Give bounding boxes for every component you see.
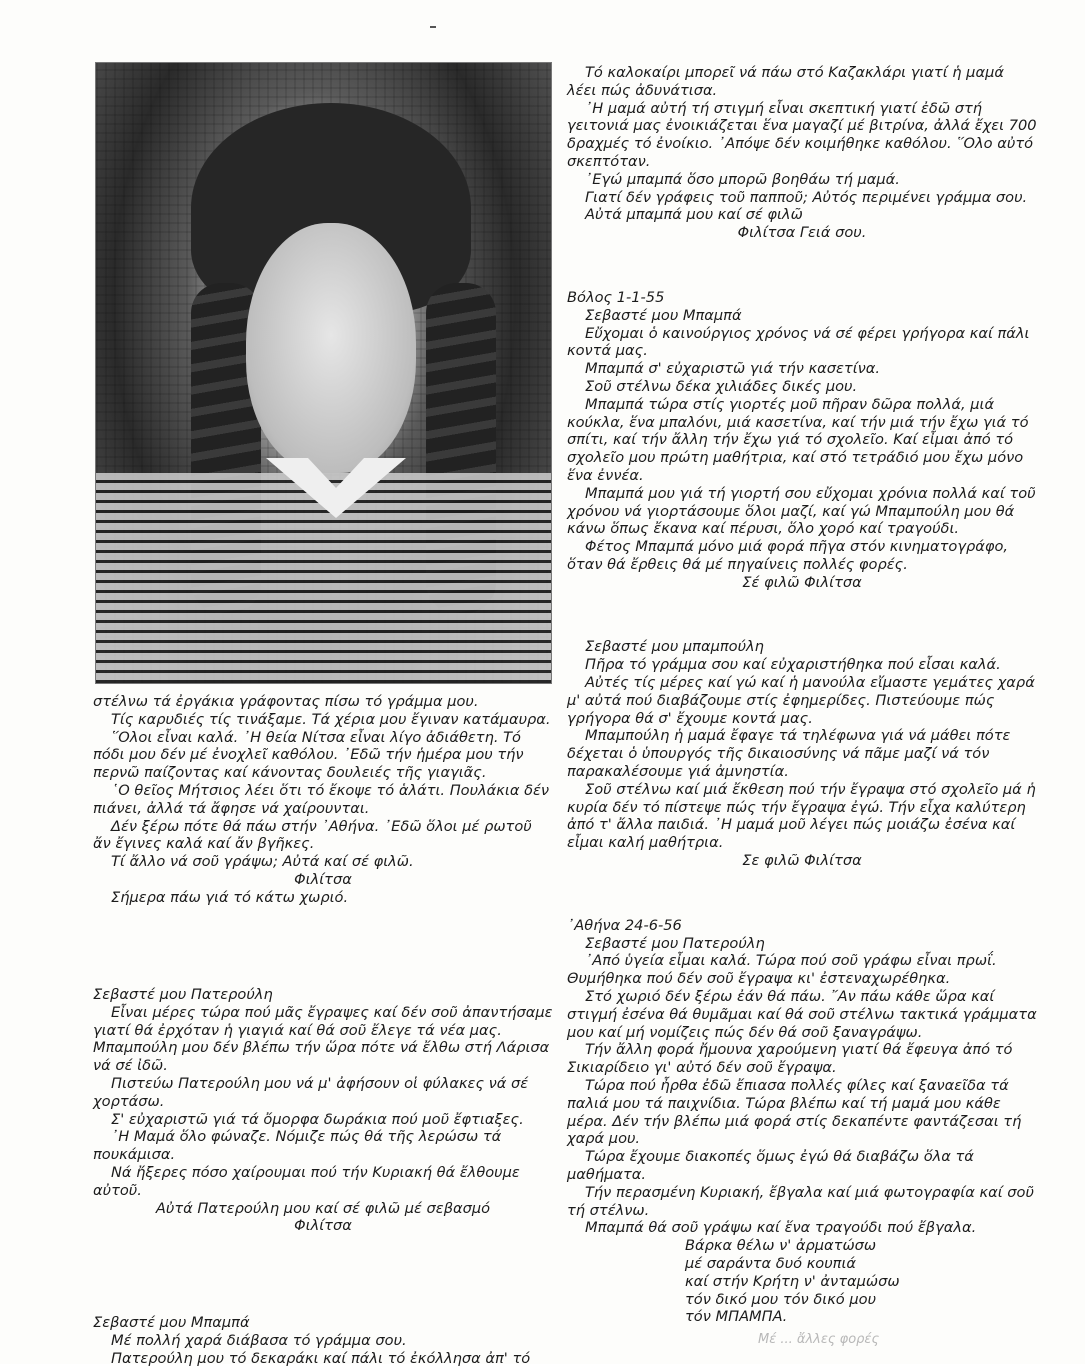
- paragraph: Σοῦ στέλνω δέκα χιλιάδες δικές μου.: [585, 377, 858, 395]
- paragraph: Τήν περασμένη Κυριακή, ἔβγαλα καί μιά φωτογραφία καί σοῦ τή στέλνω.: [567, 1183, 1034, 1219]
- poem-line: καί στήν Κρήτη ν' ἀνταμώσω: [685, 1272, 900, 1290]
- paragraph: Φιλίτσα Γειά σου.: [737, 224, 867, 242]
- paragraph: Βόλος 1-1-55: [567, 288, 665, 306]
- poem-line: τόν ΜΠΑΜΠΑ.: [685, 1308, 788, 1326]
- paragraph: Μέ πολλή χαρά διάβασα τό γράμμα σου.: [111, 1332, 407, 1350]
- paragraph: Τίς καρυδιές τίς τινάξαμε. Τά χέρια μου ἔγιναν κατάμαυρα.: [111, 710, 551, 728]
- print-mark: [430, 26, 436, 28]
- right-text-column: [567, 64, 1037, 1326]
- paragraph: Σήμερα πάω γιά τό κάτω χωριό.: [111, 888, 349, 906]
- paragraph: Μπαμπά σ' εὐχαριστῶ γιά τήν κασετίνα.: [585, 360, 881, 378]
- paragraph: Φιλίτσα: [294, 870, 352, 888]
- poem-line: Βάρκα θέλω ν' ἀρματώσω: [685, 1237, 877, 1255]
- paragraph: Πῆρα τό γράμμα σου καί εὐχαριστήθηκα πού εἶσαι καλά.: [585, 656, 1001, 674]
- paragraph: ᾿Αθήνα 24-6-56: [567, 916, 682, 934]
- paragraph: ῞Ολοι εἶναι καλά. ᾿Η θεία Νίτσα εἶναι λίγο ἀδιάθετη. Τό πόδι μου δέν μέ ἐνοχλεῖ καθόλου. ᾿Εδῶ τήν ἡμέρα μου τήν περνῶ παίζοντας καί κάνοντας δουλειές τῆς γιαγιᾶς.: [93, 728, 524, 782]
- paragraph: Σεβαστέ μου Μπαμπά: [93, 1314, 250, 1332]
- paragraph: Σε φιλῶ Φιλίτσα: [742, 852, 862, 870]
- paragraph-gap: [93, 954, 553, 972]
- paragraph-gap: [567, 884, 1037, 902]
- paragraph: Μπαμπά θά σοῦ γράψω καί ἕνα τραγούδι πού ἔβγαλα.: [585, 1219, 977, 1237]
- paragraph: Σοῦ στέλνω καί μιά ἔκθεση πού τήν ἔγραψα στό σχολεῖο μά ἡ κυρία δέν τό πίστεψε πώς τήν ἔγραψα ἐγώ. Τήν εἶχα καλύτερη ἀπό τ' ἄλλα παιδιά. ᾿Η μαμά μοῦ λέγει πώς μοιάζω ἐσένα καί εἶμαι καλή μαθήτρια.: [567, 780, 1036, 852]
- paragraph-gap: [93, 1282, 553, 1300]
- paragraph: ᾿Εγώ μπαμπά ὅσο μπορῶ βοηθάω τή μαμά.: [585, 170, 900, 188]
- paragraph: Σ' εὐχαριστῶ γιά τά ὄμορφα δωράκια πού μοῦ ἔφτιαξες.: [111, 1110, 524, 1128]
- paragraph: Αὐτά μπαμπά μου καί σέ φιλῶ: [585, 206, 803, 224]
- portrait-photo: [95, 62, 552, 684]
- poem-line: τόν δικό μου τόν δικό μου: [685, 1290, 877, 1308]
- faded-footer-text: Μέ ... ἄλλες φορές: [758, 1332, 880, 1347]
- paragraph: Σεβαστέ μου μπαμπούλη: [585, 638, 764, 656]
- paragraph-gap: [567, 606, 1037, 624]
- paragraph: ᾿Η μαμά αὐτή τή στιγμή εἶναι σκεπτική γιατί ἐδῶ στή γειτονιά μας ἐνοικιάζεται ἕνα μαγαζί μέ βιτρίνα, ἀλλά ἔχει 700 δραχμές τό ἐνοίκιο. ᾿Απόψε δέν κοιμήθηκε καθόλου. ῞Ολο αὐτό σκεπτόταν.: [567, 99, 1037, 170]
- paragraph: Αὐτά Πατερούλη μου καί σέ φιλῶ μέ σεβασμό: [155, 1199, 491, 1217]
- paragraph: Εἶναι μέρες τώρα πού μᾶς ἔγραψες καί δέν σοῦ ἀπαντήσαμε γιατί θά ἐρχόταν ἡ γιαγιά καί θά σοῦ ἔλεγε τά νέα μας. Μπαμπούλη μου δέν βλέπω τήν ὥρα πότε νά ἔλθω στή Λάρισα νά σέ ἰδῶ.: [93, 1003, 553, 1075]
- paragraph: Φέτος Μπαμπά μόνο μιά φορά πῆγα στόν κινηματογράφο, ὅταν θά ἔρθεις θά μέ πηγαίνεις πολλές φορές.: [567, 538, 1009, 573]
- paragraph-gap: [93, 1250, 553, 1268]
- paragraph: ᾿Η Μαμά ὅλο φώναζε. Νόμιζε πώς θά τῆς λερώσω τά πουκάμισα.: [93, 1128, 502, 1164]
- paragraph: Σεβαστέ μου Πατερούλη: [585, 934, 765, 952]
- paragraph: Τήν ἄλλη φορά ἤμουνα χαρούμενη γιατί θά ἔφευγα ἀπό τό Σικιαρίδειο γι' αὐτό δέν σοῦ ἔγραψα.: [567, 1041, 1013, 1077]
- paragraph-gap: [567, 257, 1037, 275]
- paragraph: ᾿Από ὑγεία εἶμαι καλά. Τώρα πού σοῦ γράφω εἶναι πρωΐ. Θυμήθηκα πού δέν σοῦ ἔγραψα κι' ἐστεναχωρέθηκα.: [567, 952, 997, 988]
- paragraph: Μπαμπά τώρα στίς γιορτές μοῦ πῆραν δῶρα πολλά, μιά κούκλα, ἕνα μπαλόνι, μιά κασετίνα, καί τήν μιά τήν ἔχω γιά τό σπίτι, καί τήν ἄλλη τήν ἔχω γιά τό σχολεῖο. Καί εἶμαι ἀπό τό σχολεῖο μου πρώτη μαθήτρια, καί στό τετράδιό μου ἔχω μόνο ἕνα ἐννέα.: [567, 395, 1029, 484]
- paragraph: Σεβαστέ μου Πατερούλη: [93, 985, 273, 1003]
- paragraph: στέλνω τά ἐργάκια γράφοντας πίσω τό γράμμα μου.: [93, 693, 479, 710]
- photo-face: [246, 223, 416, 473]
- paragraph: Σέ φιλῶ Φιλίτσα: [742, 573, 862, 591]
- poem-line: μέ σαράντα δυό κουπιά: [685, 1254, 857, 1272]
- left-text-column: [93, 693, 553, 1368]
- paragraph-gap: [93, 921, 553, 939]
- paragraph: Αὐτές τίς μέρες καί γώ καί ἡ μανούλα εἴμαστε γεμάτες χαρά μ' αὐτά πού διαβάζουμε στίς ἐφημερίδες. Πιστεύουμε πώς γρήγορα θά σ' ἔχουμε κοντά μας.: [567, 674, 1035, 727]
- paragraph: Πιστεύω Πατερούλη μου νά μ' ἀφήσουν οἱ φύλακες νά σέ χορτάσω.: [93, 1074, 529, 1110]
- paragraph: Νά ἤξερες πόσο χαίρουμαι πού τήν Κυριακή θά ἔλθουμε αὐτοῦ.: [93, 1163, 520, 1199]
- paragraph: Εὔχομαι ὁ καινούργιος χρόνος νά σέ φέρει γρήγορα καί πάλι κοντά μας.: [567, 324, 1030, 360]
- paragraph: Τό καλοκαίρι μπορεῖ νά πάω στό Καζακλάρι γιατί ἡ μαμά λέει πώς ἀδυνάτισα.: [567, 64, 1004, 99]
- paragraph: Σεβαστέ μου Μπαμπά: [585, 306, 742, 324]
- paragraph: Πατερούλη μου τό δεκαράκι καί πάλι τό ἐκόλλησα ἀπ' τό: [111, 1350, 531, 1368]
- paragraph: Δέν ξέρω πότε θά πάω στήν ᾿Αθήνα. ᾿Εδῶ ὅλοι μέ ρωτοῦ ἄν ἔγινες καλά καί ἄν βγῆκες.: [93, 817, 532, 853]
- paragraph: Μπαμπά μου γιά τή γιορτή σου εὔχομαι χρόνια πολλά καί τοῦ χρόνου νά γιορτάσουμε ὅλοι μαζί, καί γώ Μπαμπούλη μου θά κάνω ὅπως ἔκανα καί πέρυσι, ὅλο χορό καί τραγούδι.: [567, 484, 1036, 538]
- paragraph: Τώρα ἔχουμε διακοπές ὅμως ἐγώ θά διαβάζω ὅλα τά μαθήματα.: [567, 1148, 974, 1183]
- paragraph: Στό χωριό δέν ξέρω ἐάν θά πάω. ῎Αν πάω κάθε ὥρα καί στιγμή ἐσένα θά θυμᾶμαι καί θά σοῦ στέλνω τακτικά γράμματα μου καί μή νομίζεις πώς δέν θά σοῦ ξαναγράψω.: [567, 988, 1037, 1041]
- paragraph: Φιλίτσα: [294, 1217, 352, 1235]
- paragraph: Τί ἄλλο νά σοῦ γράψω; Αὐτά καί σέ φιλῶ.: [111, 853, 414, 871]
- paragraph: Γιατί δέν γράφεις τοῦ παπποῦ; Αὐτός περιμένει γράμμα σου.: [585, 188, 1028, 206]
- paragraph: Μπαμπούλη ἡ μαμά ἔφαγε τά τηλέφωνα γιά νά μάθει πότε δέχεται ὁ ὑπουργός τῆς δικαιοσύνης νά πᾶμε μαζί νά τόν παρακαλέσουμε γιά ἀμνηστία.: [567, 727, 1011, 781]
- paragraph: Τώρα πού ἦρθα ἐδῶ ἔπιασα πολλές φίλες καί ξαναεῖδα τά παλιά μου τά παιχνίδια. Τώρα βλέπω καί τή μαμά μου κάθε μέρα. Δέν τήν βλέπω μιά φορά στίς δεκαπέντε φαντάζεσαι τή χαρά μου.: [567, 1077, 1022, 1148]
- paragraph: ῾Ο θεῖος Μήτσιος λέει ὅτι τό ἔκοψε τό ἁλάτι. Πουλάκια δέν πιάνει, ἀλλά τά ἄφησε νά χαίρουνται.: [93, 781, 550, 817]
